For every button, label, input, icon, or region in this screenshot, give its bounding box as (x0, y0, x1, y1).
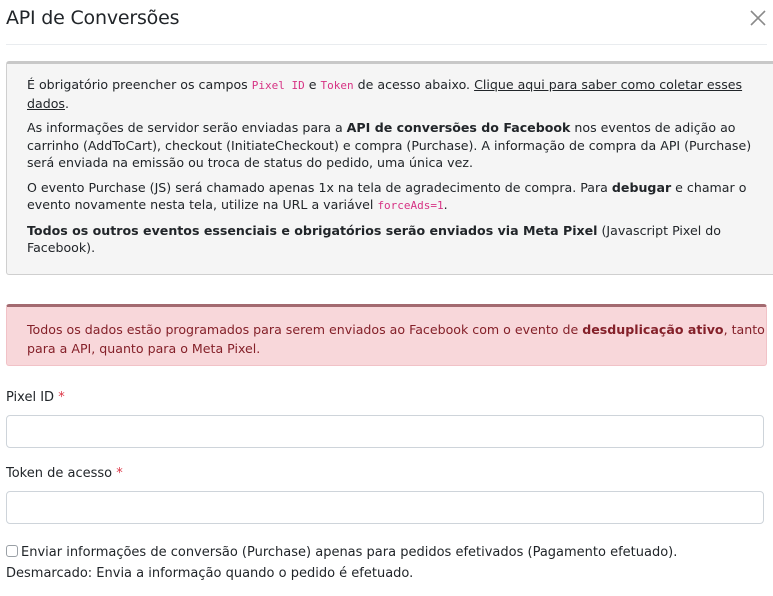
alert-text: Todos os dados estão programados para serem enviados ao Facebook com o evento de desduplicação ativo, tanto para a API, quanto para o Meta Pixel. (27, 322, 765, 356)
required-mark: * (58, 390, 65, 405)
code-force-ads: forceAds=1 (377, 199, 444, 212)
modal-header (6, 0, 767, 45)
access-token-label: Token de acesso * (6, 466, 123, 481)
close-icon (749, 9, 767, 27)
checkbox-label[interactable]: Enviar informações de conversão (Purchase) apenas para pedidos efetivados (Pagamento efetuado). (21, 545, 678, 560)
info-paragraph-purchase-js: O evento Purchase (JS) será chamado apenas 1x na tela de agradecimento de compra. Para debugar e chamar o evento novamente nesta tela, utilize na URL a variável forceAds=1. (27, 179, 747, 212)
modal-title: API de Conversões (6, 7, 180, 29)
info-box (6, 61, 773, 275)
info-paragraph-server-events: As informações de servidor serão enviadas para a API de conversões do Facebook nos eventos de adição ao carrinho (AddToCart), checkout (InitiateCheckout) e compra (Purchase). A informação de compra da API (Purchase) será enviada na emissão ou troca de status do pedido, uma única vez. (27, 120, 752, 170)
code-pixel-id: Pixel ID (251, 79, 305, 92)
deduplication-alert (6, 304, 767, 366)
info-paragraph-required-fields: É obrigatório preencher os campos Pixel ID e Token de acesso abaixo. Clique aqui para saber como coletar esses dados. (27, 77, 743, 111)
close-button[interactable] (749, 9, 767, 27)
help-link[interactable]: Clique aqui para saber como coletar esses dados (27, 77, 743, 111)
checkbox-help-text: Desmarcado: Envia a informação quando o pedido é efetuado. (6, 566, 414, 581)
purchase-only-paid-option (6, 542, 677, 584)
pixel-id-label: Pixel ID * (6, 390, 65, 405)
info-paragraph-meta-pixel: Todos os outros eventos essenciais e obrigatórios serão enviados via Meta Pixel (Javascript Pixel do Facebook). (27, 222, 721, 255)
pixel-id-input[interactable] (6, 415, 764, 448)
required-mark: * (116, 466, 123, 481)
purchase-only-paid-checkbox[interactable] (6, 545, 18, 557)
code-token: Token (320, 79, 354, 92)
access-token-input[interactable] (6, 491, 764, 524)
